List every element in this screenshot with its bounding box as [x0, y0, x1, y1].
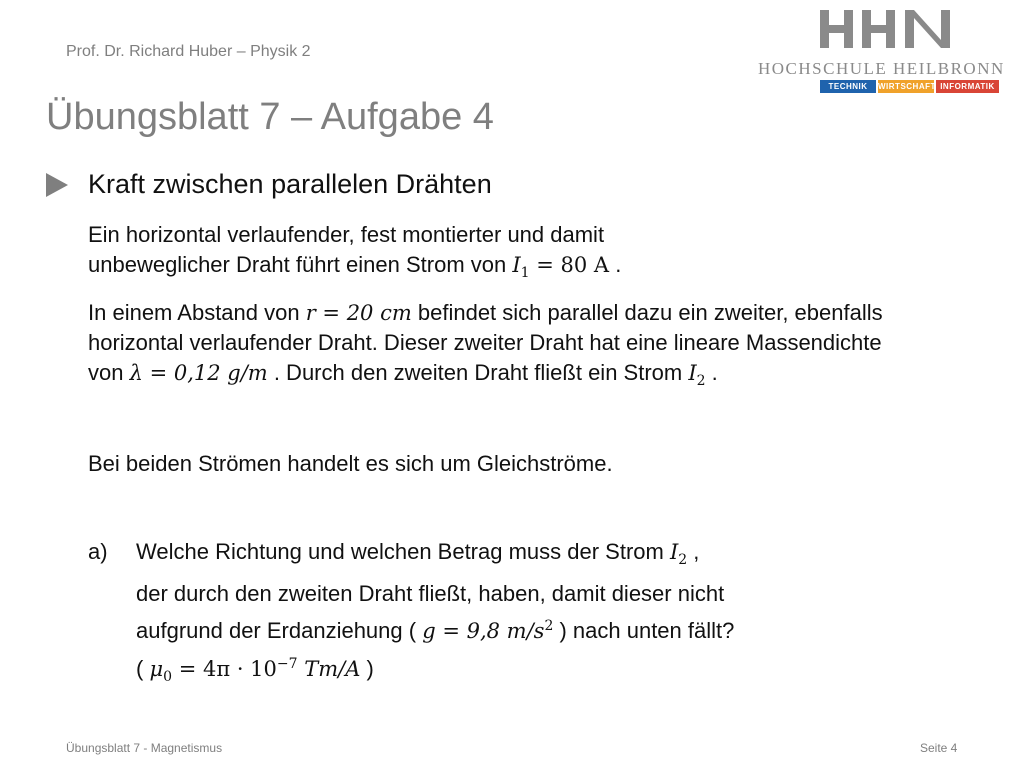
qa-line2: der durch den zweiten Draht fließt, haben, damit dieser nicht	[136, 581, 725, 607]
qa-mu-rest: = 4π · 10	[172, 657, 277, 682]
hhn-logo-bar	[820, 80, 999, 93]
logo-bar-technik: TECHNIK	[820, 80, 876, 93]
math-r: r = 20 cm	[305, 301, 412, 325]
qa-mu-sub: 0	[163, 669, 173, 686]
math-lambda: λ = 0,12 g/m	[129, 361, 268, 385]
p2-a: In einem Abstand von	[88, 300, 306, 325]
triangle-bullet-icon	[46, 173, 68, 197]
p2-b: befindet sich parallel dazu ein zweiter, ebenfalls horizontal verlaufender Draht. Dieser zweiter Draht hat eine lineare Massendichte von	[88, 300, 883, 385]
qa-math-g	[422, 619, 553, 643]
question-a-body	[136, 535, 936, 694]
p2-c: . Durch den zweiten Draht fließt ein Strom	[267, 360, 689, 385]
p2-d: .	[705, 360, 718, 385]
p1-text1: Ein horizontal verlaufender, fest montierter und damit	[88, 222, 605, 247]
bullet-heading	[46, 169, 492, 200]
qa-i2-sub: 2	[678, 552, 688, 569]
paragraph-1	[88, 220, 918, 288]
logo-bar-wirtschaft: WIRTSCHAFT	[878, 82, 936, 91]
question-a-label: a)	[88, 539, 108, 564]
header-author: Prof. Dr. Richard Huber – Physik 2	[66, 43, 311, 60]
math-i1-sub: 1	[520, 265, 530, 282]
qa-g-value: g = 9,8 m/s	[422, 619, 545, 644]
qa-line4b: )	[360, 656, 374, 682]
math-i2	[688, 361, 706, 390]
p1-end: .	[609, 252, 622, 277]
math-i2-symbol: I	[688, 361, 697, 385]
hhn-logo-mark	[820, 10, 950, 48]
page-title: Übungsblatt 7 – Aufgabe 4	[46, 96, 494, 138]
qa-t1: Welche Richtung und welchen Betrag muss der Strom	[136, 539, 670, 564]
hhn-logo-name: HOCHSCHULE HEILBRONN	[758, 59, 1005, 78]
paragraph-3: Bei beiden Strömen handelt es sich um Gleichströme.	[88, 451, 613, 476]
qa-mu-unit: Tm/A	[297, 657, 361, 682]
qa-line3a: aufgrund der Erdanziehung (	[136, 618, 423, 644]
qa-mu-symbol: μ	[149, 657, 164, 682]
footer-left: Übungsblatt 7 - Magnetismus	[66, 741, 223, 755]
math-i1-value: = 80 A	[529, 253, 610, 277]
bullet-text: Kraft zwischen parallelen Drähten	[88, 169, 492, 199]
qa-g-sup: 2	[544, 618, 554, 635]
qa-line4a: (	[136, 656, 150, 682]
qa-line3b: ) nach unten fällt?	[553, 618, 735, 644]
hhn-logo	[744, 10, 1005, 94]
qa-math-i2	[669, 540, 688, 569]
qa-i2-symbol: I	[669, 540, 679, 564]
math-i2-sub: 2	[696, 373, 706, 390]
footer-page-number: Seite 4	[920, 741, 958, 755]
qa-mu-sup: −7	[276, 656, 298, 673]
math-i1	[512, 253, 610, 282]
math-i1-symbol: I	[512, 253, 521, 277]
qa-t2: ,	[687, 539, 700, 564]
qa-math-mu	[149, 656, 361, 686]
paragraph-2	[88, 298, 918, 396]
logo-bar-informatik: INFORMATIK	[936, 80, 999, 93]
p1-text2: unbeweglicher Draht führt einen Strom von	[88, 252, 513, 277]
